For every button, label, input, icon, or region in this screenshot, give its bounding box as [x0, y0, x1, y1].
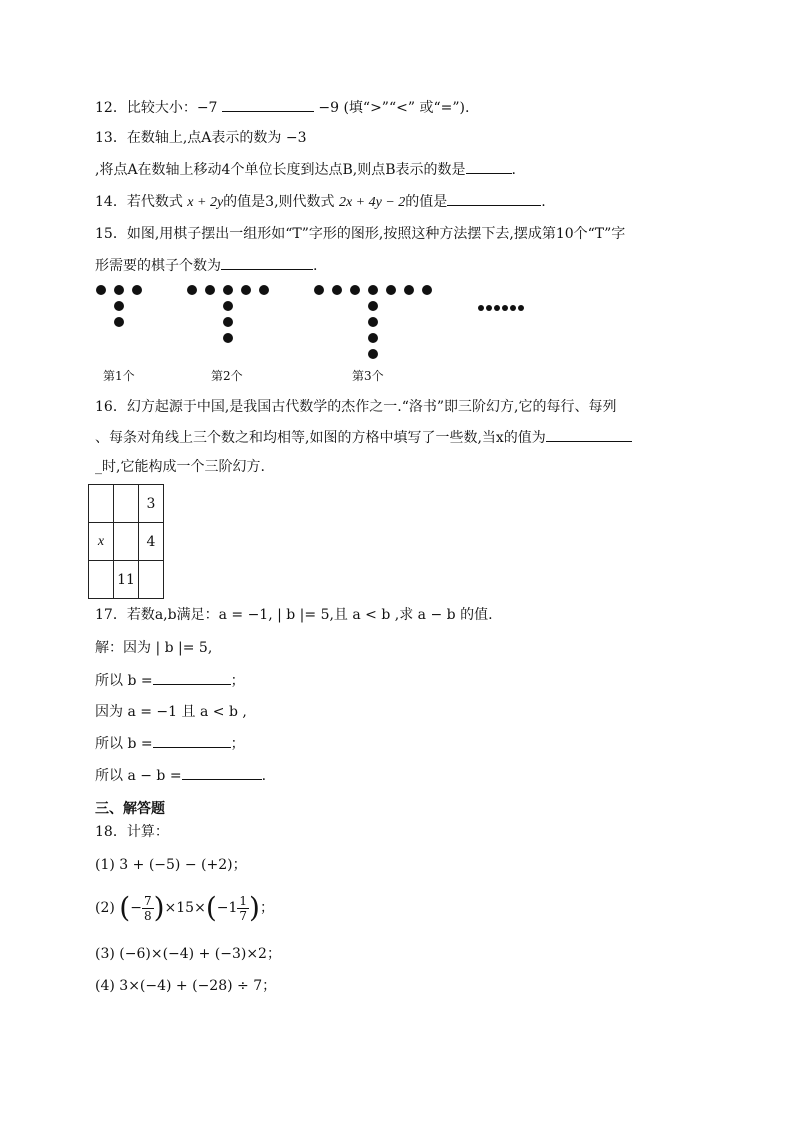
- ellipsis-dot: [478, 305, 484, 311]
- solution-step: [95, 702, 247, 722]
- question-15-line1: [95, 224, 625, 244]
- question-text: ,将点A在数轴上移动4个单位长度到达点B,则点B表示的数是: [95, 162, 466, 178]
- question-number: 12．: [95, 100, 127, 116]
- chess-piece: [368, 301, 378, 311]
- question-number: 18．: [95, 824, 127, 840]
- semicolon: ；: [259, 900, 274, 916]
- chess-piece: [368, 333, 378, 343]
- question-text: 若数a,b满足：a = −1, | b |= 5,且 a < b ,求 a − b 的值.: [126, 607, 493, 623]
- period: .: [541, 194, 546, 210]
- chess-piece: [114, 301, 124, 311]
- chess-piece: [205, 285, 215, 295]
- chess-piece: [350, 285, 360, 295]
- expression: x + 2y: [187, 195, 224, 210]
- chess-piece: [241, 285, 251, 295]
- answer-blank[interactable]: [222, 97, 314, 112]
- solution-step: [95, 765, 266, 786]
- question-13-line2: [95, 159, 516, 180]
- question-number: 16．: [95, 399, 127, 415]
- magic-cell: 4: [139, 523, 164, 561]
- question-text: 的值是: [405, 194, 448, 210]
- step-text: 所以 b =: [95, 673, 153, 689]
- question-text: 计算：: [126, 824, 169, 840]
- item-label: (2): [95, 900, 115, 916]
- question-text: 、每条对角线上三个数之和均相等,如图的方格中填写了一些数,当x的值为: [95, 430, 546, 446]
- chess-piece: [422, 285, 432, 295]
- question-text: 的值是3,则代数式: [223, 194, 335, 210]
- calc-item-3: (3) (−6)×(−4) + (−3)×2；: [95, 946, 281, 962]
- question-number: 14．: [95, 194, 127, 210]
- answer-blank[interactable]: [221, 255, 313, 270]
- step-text: 因为 a = −1 且 a < b ,: [95, 704, 247, 720]
- chess-piece: [223, 285, 233, 295]
- figure-caption: 第1个: [103, 369, 135, 383]
- question-16-line1: [95, 397, 617, 417]
- fraction: $\frac{7}{8}$: [143, 893, 152, 923]
- fraction: $\frac{1}{7}$: [239, 893, 248, 923]
- question-16-line3: [95, 457, 265, 477]
- question-text: _时,它能构成一个三阶幻方.: [95, 459, 265, 475]
- magic-square: [88, 484, 164, 599]
- chess-piece: [314, 285, 324, 295]
- chess-piece: [96, 285, 106, 295]
- chess-piece: [386, 285, 396, 295]
- answer-blank[interactable]: [153, 733, 231, 748]
- period: .: [313, 258, 318, 274]
- answer-blank[interactable]: [466, 159, 512, 174]
- chess-piece: [223, 301, 233, 311]
- magic-cell: x: [89, 523, 114, 561]
- period: .: [261, 768, 267, 784]
- ellipsis-dot: [502, 305, 508, 311]
- expression: 2x + 4y − 2: [338, 195, 406, 210]
- calc-item-4: (4) 3×(−4) + (−28) ÷ 7；: [95, 978, 277, 994]
- chess-piece: [114, 317, 124, 327]
- chess-piece: [332, 285, 342, 295]
- question-number: 17．: [95, 607, 127, 623]
- question-13-line1: [95, 128, 306, 148]
- solution-step: [95, 670, 245, 691]
- question-15-line2: [95, 255, 317, 276]
- question-number: 15．: [95, 226, 127, 242]
- figure-caption: 第3个: [352, 369, 384, 383]
- calc-item-1: (1) 3 + (−5) − (+2)；: [95, 857, 247, 873]
- question-16-line2: [95, 427, 632, 448]
- magic-cell: 11: [114, 561, 139, 599]
- calc-item-2: (2) (− $\frac{7}{8}$ )×15×(−1 $\frac{1}{7}$ )；: [95, 891, 274, 924]
- solution-step: [95, 733, 245, 754]
- answer-blank[interactable]: [153, 670, 231, 685]
- step-text: 所以 b =: [95, 736, 153, 752]
- answer-blank[interactable]: [447, 191, 541, 206]
- answer-blank[interactable]: [546, 427, 632, 442]
- question-text: 若代数式: [126, 194, 183, 210]
- chess-piece: [368, 349, 378, 359]
- question-text: −9 (填“>”“<” 或“=”).: [318, 100, 470, 116]
- expression: −1: [216, 900, 238, 916]
- magic-cell: [114, 523, 139, 561]
- magic-cell: [139, 561, 164, 599]
- question-17: [95, 605, 493, 625]
- question-text: 如图,用棋子摆出一组形如“T”字形的图形,按照这种方法摆下去,摆成第10个“T”字: [126, 226, 626, 242]
- question-12: [95, 97, 469, 118]
- magic-cell: [89, 485, 114, 523]
- section-heading: 三、解答题: [95, 801, 165, 817]
- step-text: 所以 a − b =: [95, 768, 182, 784]
- question-14: [95, 191, 546, 213]
- chess-piece: [223, 317, 233, 327]
- chess-piece: [223, 333, 233, 343]
- question-text: 比较大小：−7: [126, 100, 218, 116]
- semicolon: ；: [230, 673, 245, 689]
- question-18: [95, 822, 169, 842]
- step-text: 解：因为 | b |= 5,: [95, 640, 213, 656]
- magic-cell: [89, 561, 114, 599]
- answer-blank[interactable]: [182, 765, 262, 780]
- period: .: [511, 162, 516, 178]
- chess-piece: [259, 285, 269, 295]
- question-text: 在数轴上,点A表示的数为 −3: [126, 130, 307, 146]
- chess-piece: [187, 285, 197, 295]
- chess-piece: [368, 317, 378, 327]
- figure-caption: 第2个: [211, 369, 243, 383]
- chess-piece: [404, 285, 414, 295]
- chess-piece: [368, 285, 378, 295]
- question-number: 13．: [95, 130, 127, 146]
- expression: ×15×: [164, 900, 206, 916]
- ellipsis-dot: [494, 305, 500, 311]
- ellipsis-dot: [510, 305, 516, 311]
- ellipsis-dot: [518, 305, 524, 311]
- ellipsis-dot: [486, 305, 492, 311]
- magic-cell: [114, 485, 139, 523]
- question-text: 形需要的棋子个数为: [95, 258, 221, 274]
- semicolon: ；: [230, 736, 245, 752]
- magic-cell: 3: [139, 485, 164, 523]
- chess-piece: [132, 285, 142, 295]
- solution-step: [95, 638, 212, 658]
- chess-piece: [114, 285, 124, 295]
- question-text: 幻方起源于中国,是我国古代数学的杰作之一.“洛书”即三阶幻方,它的每行、每列: [126, 399, 617, 415]
